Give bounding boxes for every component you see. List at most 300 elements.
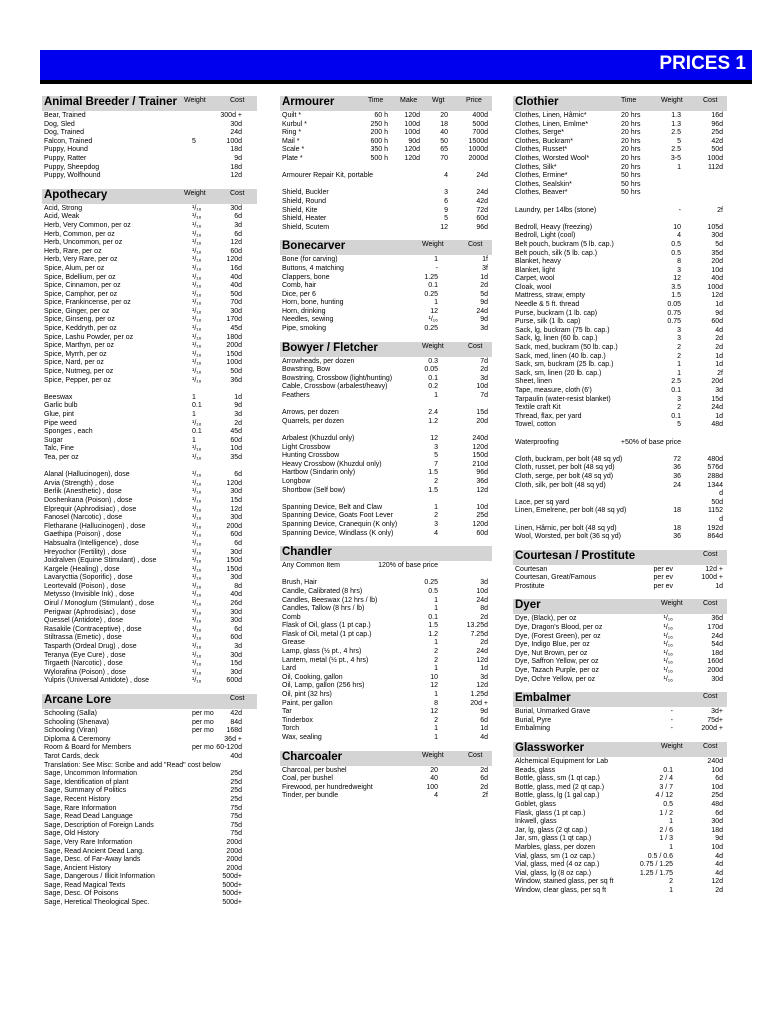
item-value: 9 [444,206,448,214]
table-row [42,164,257,173]
item-value: 60d [711,318,723,326]
item-value: 0.25 [424,579,438,587]
item-value: 12d [230,505,242,513]
item-name: Buttons, 4 matching [282,264,344,272]
item-name: Doshenkana (Poison) , dose [44,496,133,504]
table-row [513,267,727,276]
item-value: 10d [476,383,488,391]
item-value: 20 hrs [621,112,641,119]
table-row [42,291,257,300]
item-value: 120% of base price [378,562,438,570]
item-name: Lamp, glass (½ pt., 4 hrs) [282,648,362,656]
item-value: 150d [472,452,488,460]
item-value: 170d [226,316,242,324]
item-value: 20d + [470,699,488,707]
item-name: Dye, Indigo Blue, per oz [515,641,590,649]
item-value: 0.1 [671,412,681,420]
table-row [42,121,257,130]
section-header [513,692,727,707]
item-value: 24 [673,481,681,489]
item-value: 12d [711,292,723,300]
item-value: 112d [707,163,723,171]
item-value: 75d+ [707,716,723,724]
item-value: 42d [476,197,488,205]
table-row [513,181,727,190]
item-name: Lard [282,665,297,673]
column-header: Weight [661,97,683,104]
table-row [513,404,727,413]
item-value: 36d [711,615,723,623]
item-name: Tape, measure, cloth (6') [515,387,592,394]
item-name: Dye, (Forest Green), per oz [515,632,601,640]
item-value: 6d [234,471,242,479]
item-value: 1.2 [428,630,438,638]
item-name: Marbles, glass, per dozen [515,843,596,851]
table-row [42,402,257,411]
table-row [42,222,257,231]
table-row [280,571,492,580]
item-value: 4d [715,326,723,334]
item-name: Spice, Ginger, per oz [44,307,110,315]
table-row [42,865,257,874]
item-value: 240d [472,435,488,442]
item-value: 1d [715,352,723,360]
table-row [42,856,257,865]
item-value: 200d [226,342,242,350]
section-title: Chandler [282,546,332,559]
item-value: 50d [230,290,242,298]
item-value: 36d [476,477,488,485]
item-value: 200d [226,838,242,846]
table-row [42,325,257,334]
item-value: ¹/₁₆ [192,333,202,341]
table-row [42,411,257,420]
table-row [42,899,257,908]
item-name: Lavarycttia (Soporific) , dose [44,574,133,582]
item-value: 250 h [370,120,388,128]
item-name: Embalming [515,725,551,733]
item-name: Purse, silk (1 lb. cap) [515,318,581,326]
column-header: Cost [468,241,483,249]
item-name: Ring * [282,129,302,137]
table-row [280,308,492,317]
table-row [42,274,257,283]
item-value: 1.5 [428,486,438,494]
table-row [42,213,257,222]
section-title: Armourer [282,96,335,108]
item-value: 5 [677,137,681,145]
item-name: Arbalest (Khuzdul only) [282,435,355,442]
item-name: Garlic bulb [44,402,78,410]
table-row [513,353,727,362]
item-name: Plate * [282,154,303,162]
item-value: 7d [480,392,488,400]
item-name: Spanning Device, Goats Foot Lever [282,512,393,520]
item-value: 168d [226,727,242,735]
item-name: Sheet, linen [515,378,552,386]
item-value: 3d [480,579,488,587]
item-value: 13.25d [466,622,488,630]
item-value: 170d [707,624,723,632]
item-value: 1500d [468,137,488,145]
item-value: 20d [711,378,723,386]
table-row [280,155,492,164]
item-value: 12d [476,656,488,664]
item-name: Dye, Dragon's Blood, per oz [515,624,603,632]
item-value: 6 [444,197,448,205]
section-header [513,742,727,757]
item-value: 72 [673,455,681,463]
table-row [42,583,257,592]
item-value: 0.5 [428,587,438,595]
item-value: 3d [480,325,488,333]
item-name: Grease [282,639,305,647]
item-name: Sage, Uncommon Information [44,770,137,778]
item-value: ¹/₁₆ [192,488,202,496]
item-name: Perigwar (Aphrodisiac) , dose [44,608,136,616]
item-value: ¹/₁₆ [192,496,202,504]
item-value: 60 h [374,112,388,119]
item-value: 18 [440,120,448,128]
table-row [280,682,492,691]
table-row [513,207,727,216]
table-row [42,239,257,248]
item-name: Tinderbox [282,716,313,724]
item-value: ¹/₁₆ [192,368,202,376]
item-name: Metysso (Invisible Ink) , dose [44,591,135,599]
item-value: 6d [234,213,242,221]
item-name: Dye, Ochre Yellow, per oz [515,675,596,683]
item-name: Bedroll, Light (cool) [515,232,576,240]
item-value: 8d [480,605,488,613]
item-name: Bottle, glass, sm (1 qt cap.) [515,775,600,783]
item-value: 12 [673,275,681,283]
item-name: Tea, per oz [44,453,79,461]
item-value: per mo [192,727,214,735]
item-name: Shield, Round [282,197,326,205]
item-value: ¹/₁₆ [663,667,673,675]
table-row [280,375,492,384]
item-value: ¹/₁₆ [192,582,202,590]
table-row [280,224,492,233]
item-name: Spice, Ginseng, per oz [44,316,115,324]
item-value: 0.05 [424,366,438,374]
item-name: Spice, Cinnamon, per oz [44,282,121,290]
item-value: 9d [715,309,723,317]
item-name: Needle & 5 ft. thread [515,301,580,309]
table-row [42,359,257,368]
item-name: Quilt * [282,112,302,119]
item-value: 30d [230,668,242,676]
table-row [280,291,492,300]
table-row [280,495,492,504]
item-name: Habsualra (Intelligence) , dose [44,539,139,547]
item-value: 24d [230,129,242,137]
item-value: 30d [230,651,242,659]
item-value: 45d [230,325,242,333]
table-row [280,274,492,283]
item-value: 120d [472,520,488,528]
table-row [280,299,492,308]
page-title: PRICES 1 [659,53,746,74]
table-row [42,626,257,635]
item-name: Vial, glass, sm (1 oz cap.) [515,852,596,860]
item-name: Alchemical Equipment for Lab [515,758,608,765]
item-value: 5 [192,137,196,145]
item-value: 96d [711,120,723,128]
table-row [280,181,492,190]
item-name: Beads, glass [515,766,556,774]
item-value: 40 [430,775,438,783]
item-name: Sage, Identification of plant [44,778,129,786]
item-name: Carpet, wool [515,275,555,283]
item-value: 3d [480,673,488,681]
item-value: 100d [226,137,242,145]
item-value: 2d [715,344,723,352]
item-value: ¹/₁₆ [428,316,438,324]
item-value: ¹/₁₆ [192,273,202,281]
item-name: Clothes, Ermine* [515,172,568,180]
item-value: 2d [480,282,488,290]
item-value: 1 [434,299,438,307]
item-name: Clothes, Linen, Emlme* [515,120,589,128]
table-row [42,155,257,164]
item-value: 2 [434,656,438,664]
table-row [513,361,727,370]
column-header: Time [621,97,637,104]
item-name: Sage, Read Dead Language [44,813,133,821]
table-row [42,445,257,454]
item-value: 60d [230,247,242,255]
item-name: Acid, Weak [44,213,80,221]
item-value: 35d [711,249,723,257]
table-row [42,463,257,472]
table-row [42,609,257,618]
item-name: Mail * [282,137,300,145]
item-value: 70d [230,299,242,307]
item-name: Candles, Beeswax (12 hrs / lb) [282,596,378,604]
item-value: 1 [434,734,438,741]
section-chandler [280,546,492,742]
table-row [513,818,727,827]
item-name: Lantern, metal (½ pt., 4 hrs) [282,656,369,664]
table-row [280,521,492,530]
item-value: 75d [230,821,242,829]
table-row [42,652,257,661]
item-name: Dye, Tazach Purple, per oz [515,667,599,675]
item-value: 1 [192,436,196,444]
item-name: Puppy, Wolfhound [44,172,101,180]
item-value: 150d [226,565,242,573]
item-value: 75d [230,830,242,838]
table-row [280,461,492,470]
item-name: Sugar [44,436,63,444]
item-name: Acid, Strong [44,204,83,212]
table-row [280,452,492,461]
item-value: 2 [434,477,438,485]
table-row [42,736,257,745]
item-value: 1 [677,369,681,377]
table-row [513,344,727,353]
item-value: 25d [230,770,242,778]
table-row [513,172,727,181]
item-name: Spice, Camphor, per oz [44,290,118,298]
item-name: Tarot Cards, deck [44,752,99,760]
item-value: 50d [711,498,723,506]
item-name: Longbow [282,477,311,485]
item-value: 1344 [707,481,723,489]
table-row [513,310,727,319]
item-value: 75d [230,804,242,812]
table-row [42,129,257,138]
table-row [280,198,492,207]
table-row [513,189,727,198]
item-value: 18d [711,649,723,657]
item-name: Talc, Fine [44,445,74,453]
item-value: ¹/₁₆ [192,350,202,358]
item-value: 3d [234,221,242,229]
item-value: 105d [707,223,723,231]
item-value: 20 hrs [621,137,641,145]
item-value: ¹/₁₆ [192,479,202,487]
table-row [280,392,492,401]
item-value: 40d [230,273,242,281]
table-row [42,497,257,506]
item-value: ¹/₁₆ [192,445,202,453]
item-value: 2.5 [671,129,681,137]
section-title: Animal Breeder / Trainer [44,96,177,108]
table-row [42,643,257,652]
table-row [42,205,257,214]
item-name: Needles, sewing [282,316,334,324]
item-value: 42d [230,710,242,717]
section-courtesan-prostitute [513,550,727,592]
table-row [513,835,727,844]
item-value: ¹/₁₆ [663,649,673,657]
item-name: Comb [282,613,301,621]
item-value: 1d [715,301,723,309]
item-name: Spice, Frankincense, per oz [44,299,131,307]
column-header: Make [400,97,418,104]
table-row [280,588,492,597]
item-value: 24d [711,632,723,640]
item-value: ¹/₁₆ [192,221,202,229]
item-name: Horn, bone, hunting [282,299,344,307]
item-value: 3 / 7 [659,783,673,791]
table-row [280,631,492,640]
item-value: 3 [677,266,681,274]
section-header [513,96,727,111]
item-value: ¹/₁₆ [192,557,202,565]
item-value: 2d [715,335,723,343]
item-name: Glue, pint [44,411,74,418]
table-row [513,464,727,473]
item-value: 12d [476,486,488,494]
item-value: 2d [715,886,723,894]
item-value: 1.3 [671,120,681,128]
item-name: Linen, Hârnic, per bolt (48 sq yd) [515,524,617,532]
item-value: 288d [707,472,723,480]
item-name: Tar [282,708,292,716]
table-row [42,256,257,265]
table-row [42,890,257,899]
item-value: ¹/₁₆ [192,608,202,616]
item-value: 16d [230,264,242,272]
item-name: Hunting Crossbow [282,452,340,460]
table-row [280,112,492,121]
table-row [280,172,492,181]
table-row [513,525,727,534]
item-value: per ev [653,565,673,573]
table-row [513,767,727,776]
item-name: Courtesan, Great/Famous [515,574,596,582]
item-name: Yulpris (Universal Antidote) , dose [44,677,150,685]
item-value: 72d [476,206,488,214]
item-name: Wylorafina (Poison) , dose [44,668,127,676]
item-value: 20 [430,766,438,774]
item-value: 20 hrs [621,163,641,171]
item-value: 2 [434,716,438,724]
table-row [513,566,727,575]
item-name: Mattress, straw, empty [515,292,586,300]
item-value: 12d [230,239,242,247]
table-row [42,566,257,575]
item-value: 2.5 [671,146,681,154]
item-value: d [719,490,723,498]
section-header [42,96,257,111]
column-header: Cost [230,189,245,197]
item-value: 1.25 / 1.75 [639,869,673,877]
item-value: 200d [226,864,242,872]
item-value: 1 [677,361,681,369]
table-row [280,435,492,444]
item-name: Sage, Summary of Politics [44,787,127,795]
item-value: 3 [434,443,438,451]
item-value: 0.1 [663,766,673,774]
item-value: ¹/₁₆ [192,514,202,522]
column-header: Price [466,97,482,104]
item-value: ¹/₁₆ [192,376,202,384]
column-right [513,96,727,904]
item-value: 4d [480,734,488,741]
item-value: 36 [673,472,681,480]
table-row [42,677,257,686]
table-row [42,660,257,669]
item-value: 200d [707,667,723,675]
table-row [280,426,492,435]
table-row [513,667,727,676]
item-value: 24d [711,404,723,412]
table-row [42,282,257,291]
table-row [513,870,727,879]
item-name: Leortevald (Poison) , dose [44,582,126,590]
item-value: per mo [192,744,214,752]
item-value: 0.5 [663,800,673,808]
item-value: 12d [711,878,723,886]
item-name: Armourer Repair Kit, portable [282,172,374,180]
item-name: Spice, Lashu Powder, per oz [44,333,134,341]
item-value: 0.1 [671,387,681,394]
item-value: 0.1 [192,428,202,436]
table-row [42,531,257,540]
item-name: Clothes, Sealskin* [515,180,572,188]
item-value: 1.2 [428,417,438,425]
item-value: ¹/₁₆ [192,282,202,290]
table-row [42,265,257,274]
table-row [42,540,257,549]
item-name: Courtesan [515,565,548,573]
item-name: Shield, Scutem [282,223,330,231]
